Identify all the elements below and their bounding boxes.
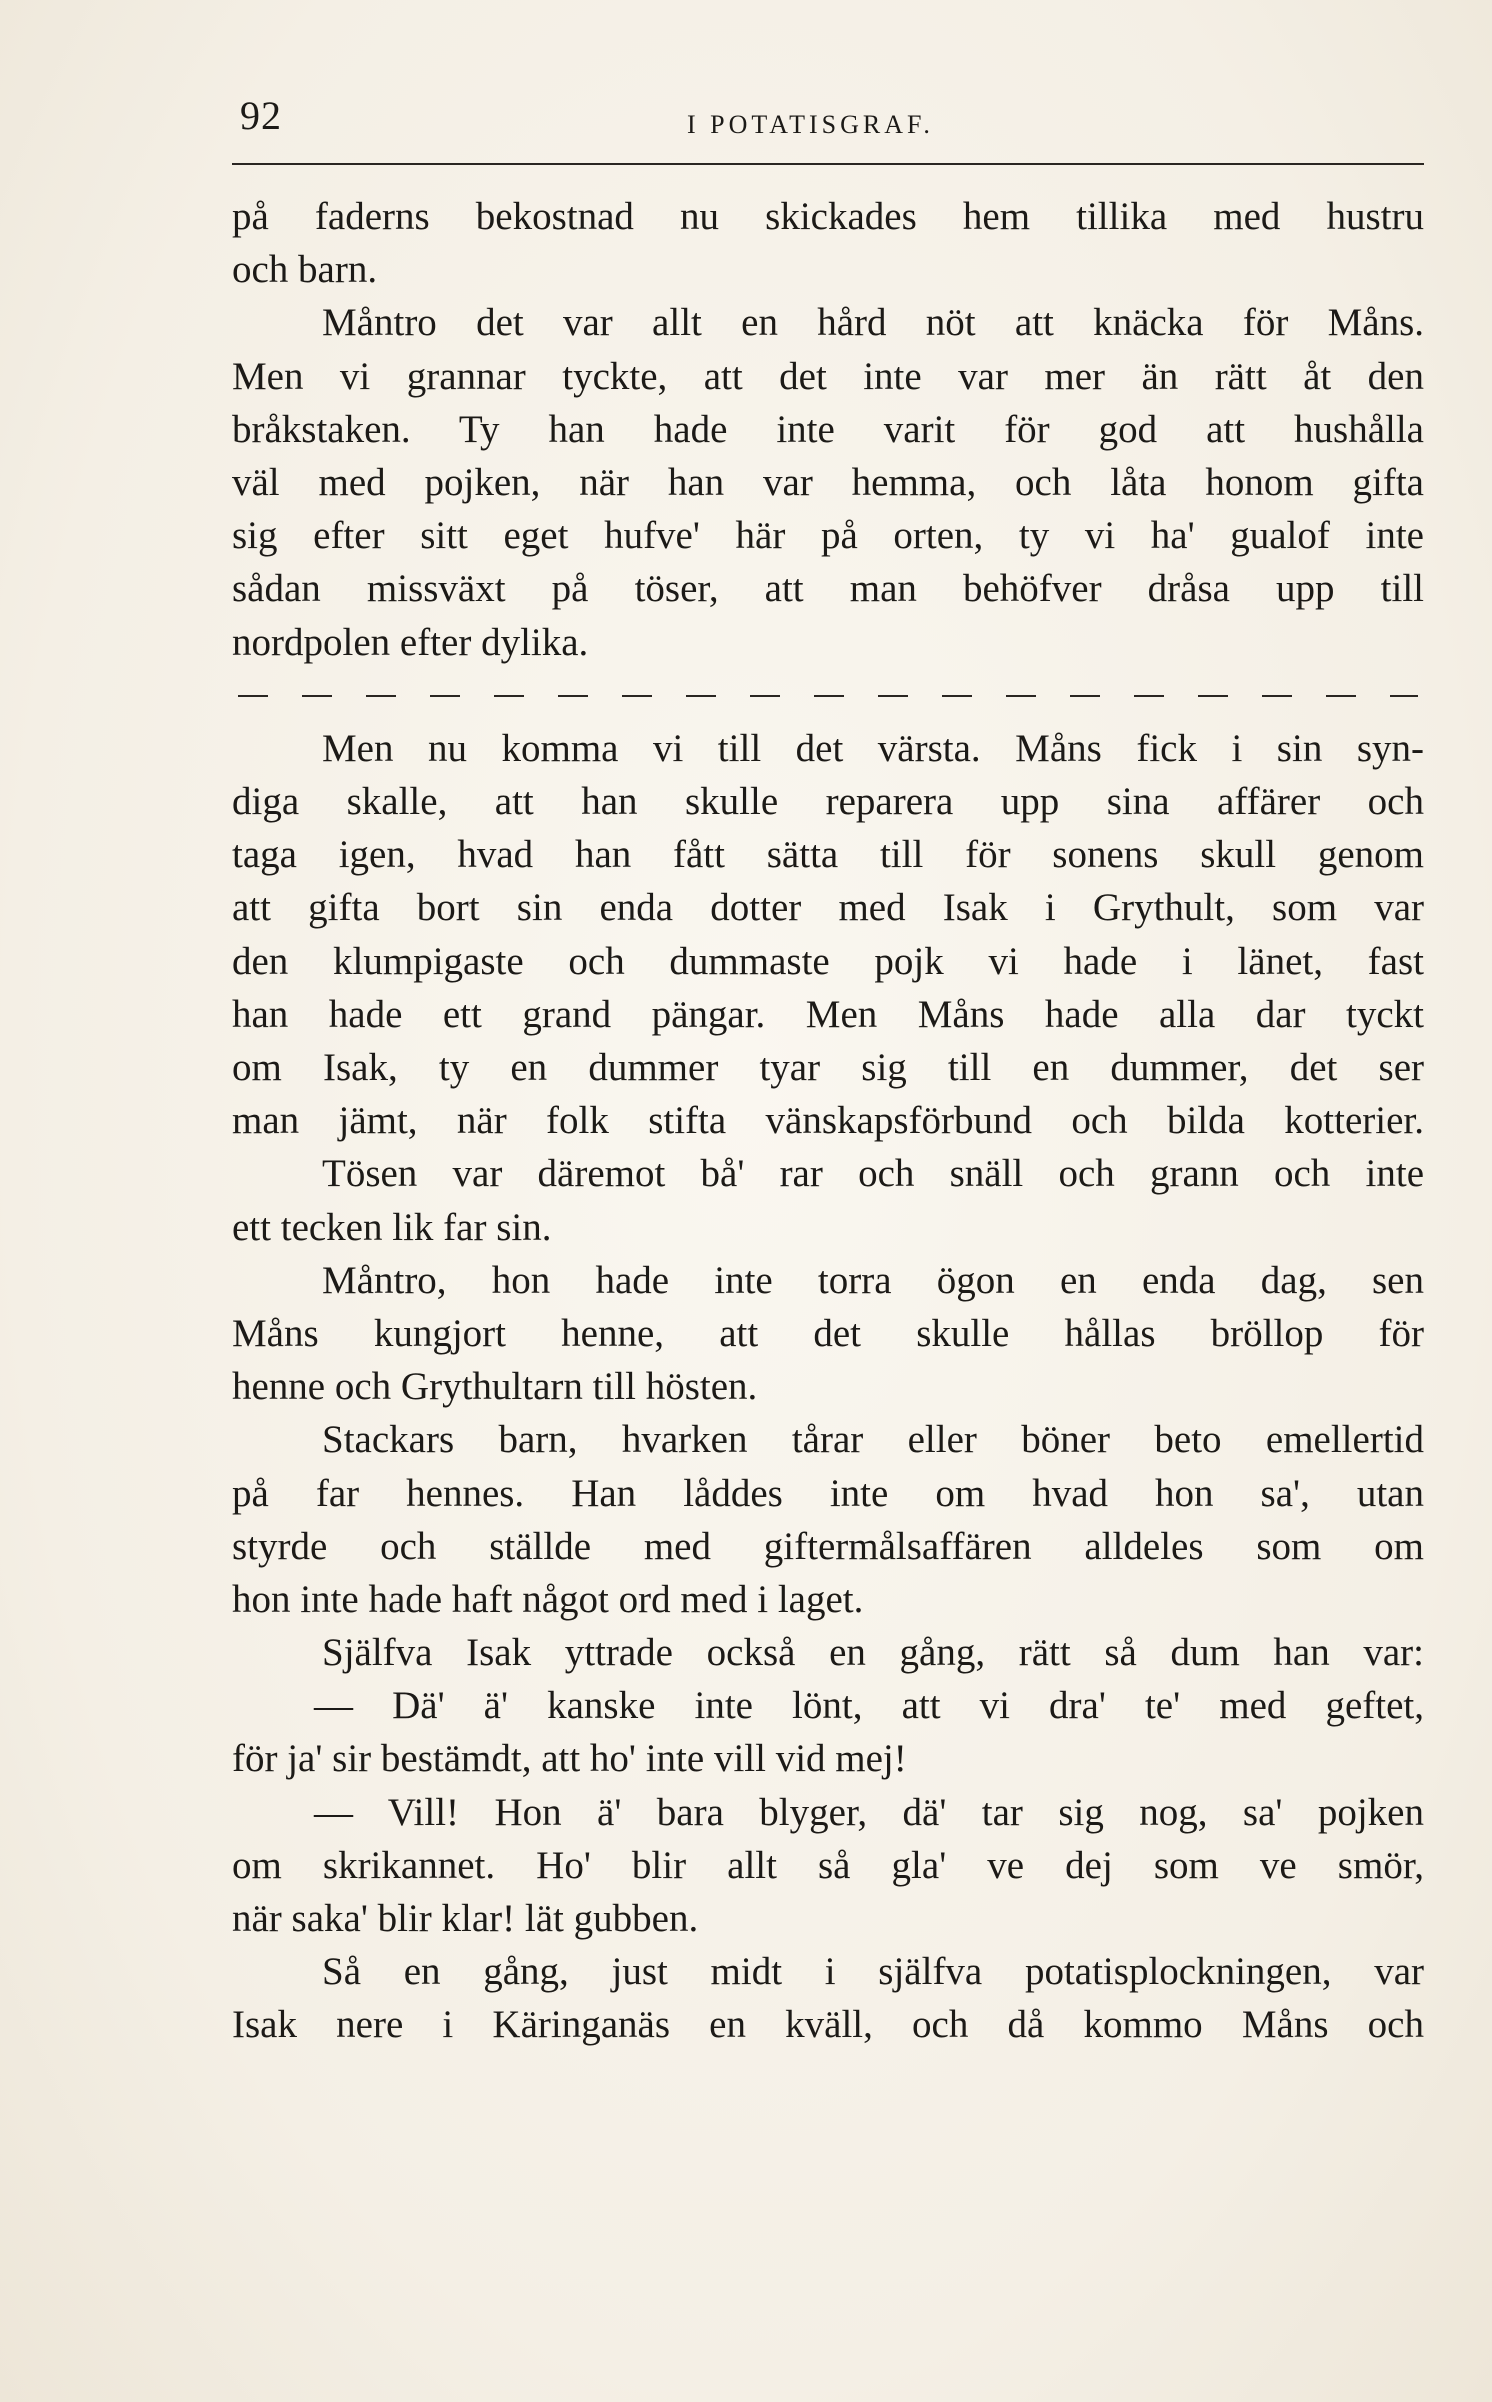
text-line: den klumpigaste och dummaste pojk vi hade i länet, fast (232, 939, 1424, 983)
text-line: hon inte hade haft något ord med i laget. (232, 1577, 864, 1621)
text-line: och barn. (232, 248, 378, 292)
section-separator (232, 669, 1424, 722)
text-line: Stackars barn, hvarken tårar eller böner beto emellertid (322, 1418, 1424, 1462)
text-line: nordpolen efter dylika. (232, 620, 589, 664)
text-line: om Isak, ty en dummer tyar sig till en dummer, det ser (232, 1046, 1424, 1089)
text-line: han hade ett grand pängar. Men Måns hade alla dar tyckt (232, 992, 1424, 1036)
text-line: om skrikannet. Ho' blir allt så gla' ve dej som ve smör, (232, 1843, 1424, 1887)
text-line: Isak nere i Käringanäs en kväll, och då kommo Måns och (232, 2003, 1424, 2047)
text-line: man jämt, när folk stifta vänskapsförbund och bilda kotterier. (232, 1099, 1424, 1143)
text-line: taga igen, hvad han fått sätta till för sonens skull genom (232, 833, 1424, 877)
header-rule (232, 163, 1424, 165)
text-line: ett tecken lik far sin. (232, 1205, 552, 1249)
dashed-rule (238, 695, 1418, 697)
text-line: för ja' sir bestämdt, att ho' inte vill vid mej! (232, 1737, 907, 1781)
text-line: Måntro, hon hade inte torra ögon en enda dag, sen (322, 1258, 1424, 1302)
text-line: Måntro det var allt en hård nöt att knäcka för Måns. (322, 301, 1424, 345)
text-line: på faderns bekostnad nu skickades hem tillika med hustru (232, 195, 1424, 238)
text-line: — Vill! Hon ä' bara blyger, dä' tar sig nog, sa' pojken (314, 1790, 1424, 1834)
running-title: I POTATISGRAF. (687, 110, 934, 139)
text-line: när saka' blir klar! lät gubben. (232, 1897, 699, 1940)
text-line: sig efter sitt eget hufve' här på orten, ty vi ha' gualof inte (232, 514, 1424, 558)
text-line: Men nu komma vi till det värsta. Måns fick i sin syn- (322, 726, 1424, 770)
text-line: Själfva Isak yttrade också en gång, rätt så dum han var: (322, 1631, 1424, 1675)
text-line: bråkstaken. Ty han hade inte varit för god att hushålla (232, 407, 1424, 451)
text-line: diga skalle, att han skulle reparera upp sina affärer och (232, 780, 1424, 824)
text-line: på far hennes. Han låddes inte om hvad hon sa', utan (232, 1471, 1424, 1515)
text-line: — Dä' ä' kanske inte lönt, att vi dra' te' med geftet, (314, 1684, 1424, 1728)
page-number: 92 (240, 93, 282, 138)
text-line: väl med pojken, när han var hemma, och låta honom gifta (232, 460, 1424, 504)
text-line: henne och Grythultarn till hösten. (232, 1365, 758, 1409)
text-line: Men vi grannar tyckte, att det inte var mer än rätt åt den (232, 354, 1424, 398)
page-header (232, 92, 1424, 142)
body-text (232, 190, 1424, 2052)
text-line: att gifta bort sin enda dotter med Isak i Grythult, som var (232, 886, 1424, 930)
text-line: Så en gång, just midt i själfva potatisplockningen, var (322, 1950, 1424, 1994)
text-line: styrde och ställde med giftermålsaffären alldeles som om (232, 1524, 1424, 1568)
text-line: Måns kungjort henne, att det skulle hållas bröllop för (232, 1311, 1424, 1355)
text-line: sådan missväxt på töser, att man behöfver dråsa upp till (232, 567, 1424, 611)
text-line: Tösen var däremot bå' rar och snäll och grann och inte (322, 1152, 1424, 1196)
